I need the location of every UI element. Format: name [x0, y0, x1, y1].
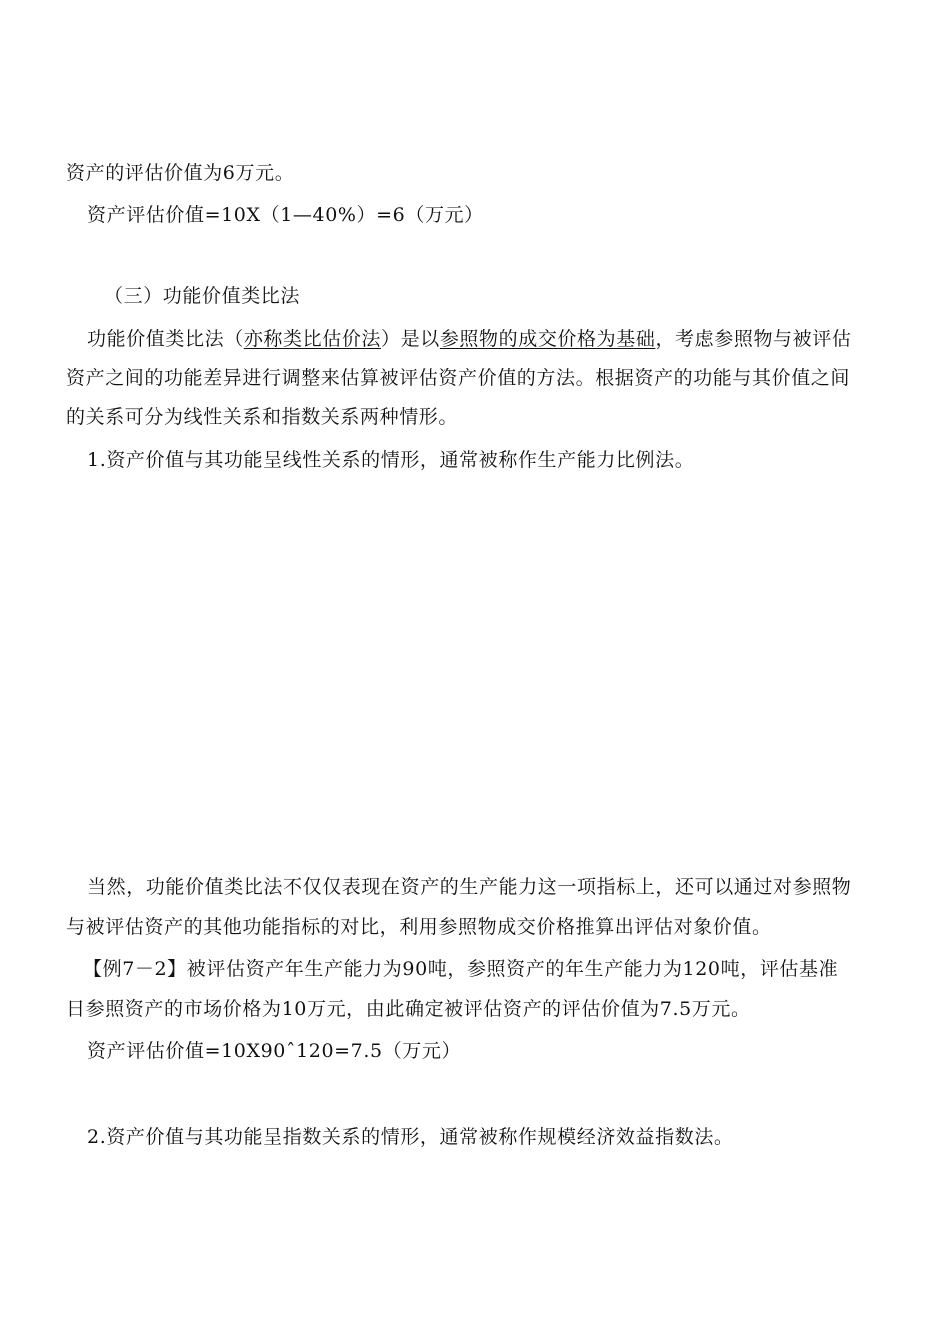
underlined-term: 亦称类比估价法 [243, 328, 382, 350]
example-line: 【例7－2】被评估资产年生产能力为90吨，参照资产的年生产能力为120吨，评估基准 [83, 958, 839, 980]
text-span: ，考虑参照物与被评估 [655, 328, 852, 350]
list-item: 2.资产价值与其功能呈指数关系的情形，通常被称作规模经济效益指数法。 [87, 1126, 734, 1148]
paragraph-line: 与被评估资产的其他功能指标的对比，利用参照物成交价格推算出评估对象价值。 [66, 916, 772, 938]
text-span: ）是以 [381, 328, 440, 350]
paragraph-line [87, 327, 851, 351]
formula-line: 资产评估价值=10X90ˆ120=7.5（万元） [87, 1040, 462, 1062]
list-item: 1.资产价值与其功能呈线性关系的情形，通常被称作生产能力比例法。 [87, 449, 695, 471]
example-line: 日参照资产的市场价格为10万元，由此确定被评估资产的评估价值为7.5万元。 [66, 998, 751, 1020]
text-line: 资产的评估价值为6万元。 [66, 162, 295, 184]
text-span: 功能价值类比法（ [87, 328, 244, 350]
section-heading: （三）功能价值类比法 [104, 285, 301, 307]
paragraph-line: 资产之间的功能差异进行调整来估算被评估资产价值的方法。根据资产的功能与其价值之间 [66, 367, 851, 389]
paragraph-line: 的关系可分为线性关系和指数关系两种情形。 [66, 406, 459, 428]
underlined-term: 参照物的成交价格为基础 [439, 328, 656, 350]
paragraph-line: 当然，功能价值类比法不仅仅表现在资产的生产能力这一项指标上，还可以通过对参照物 [87, 876, 852, 898]
formula-line: 资产评估价值=10X（1—40%）=6（万元） [87, 204, 484, 226]
